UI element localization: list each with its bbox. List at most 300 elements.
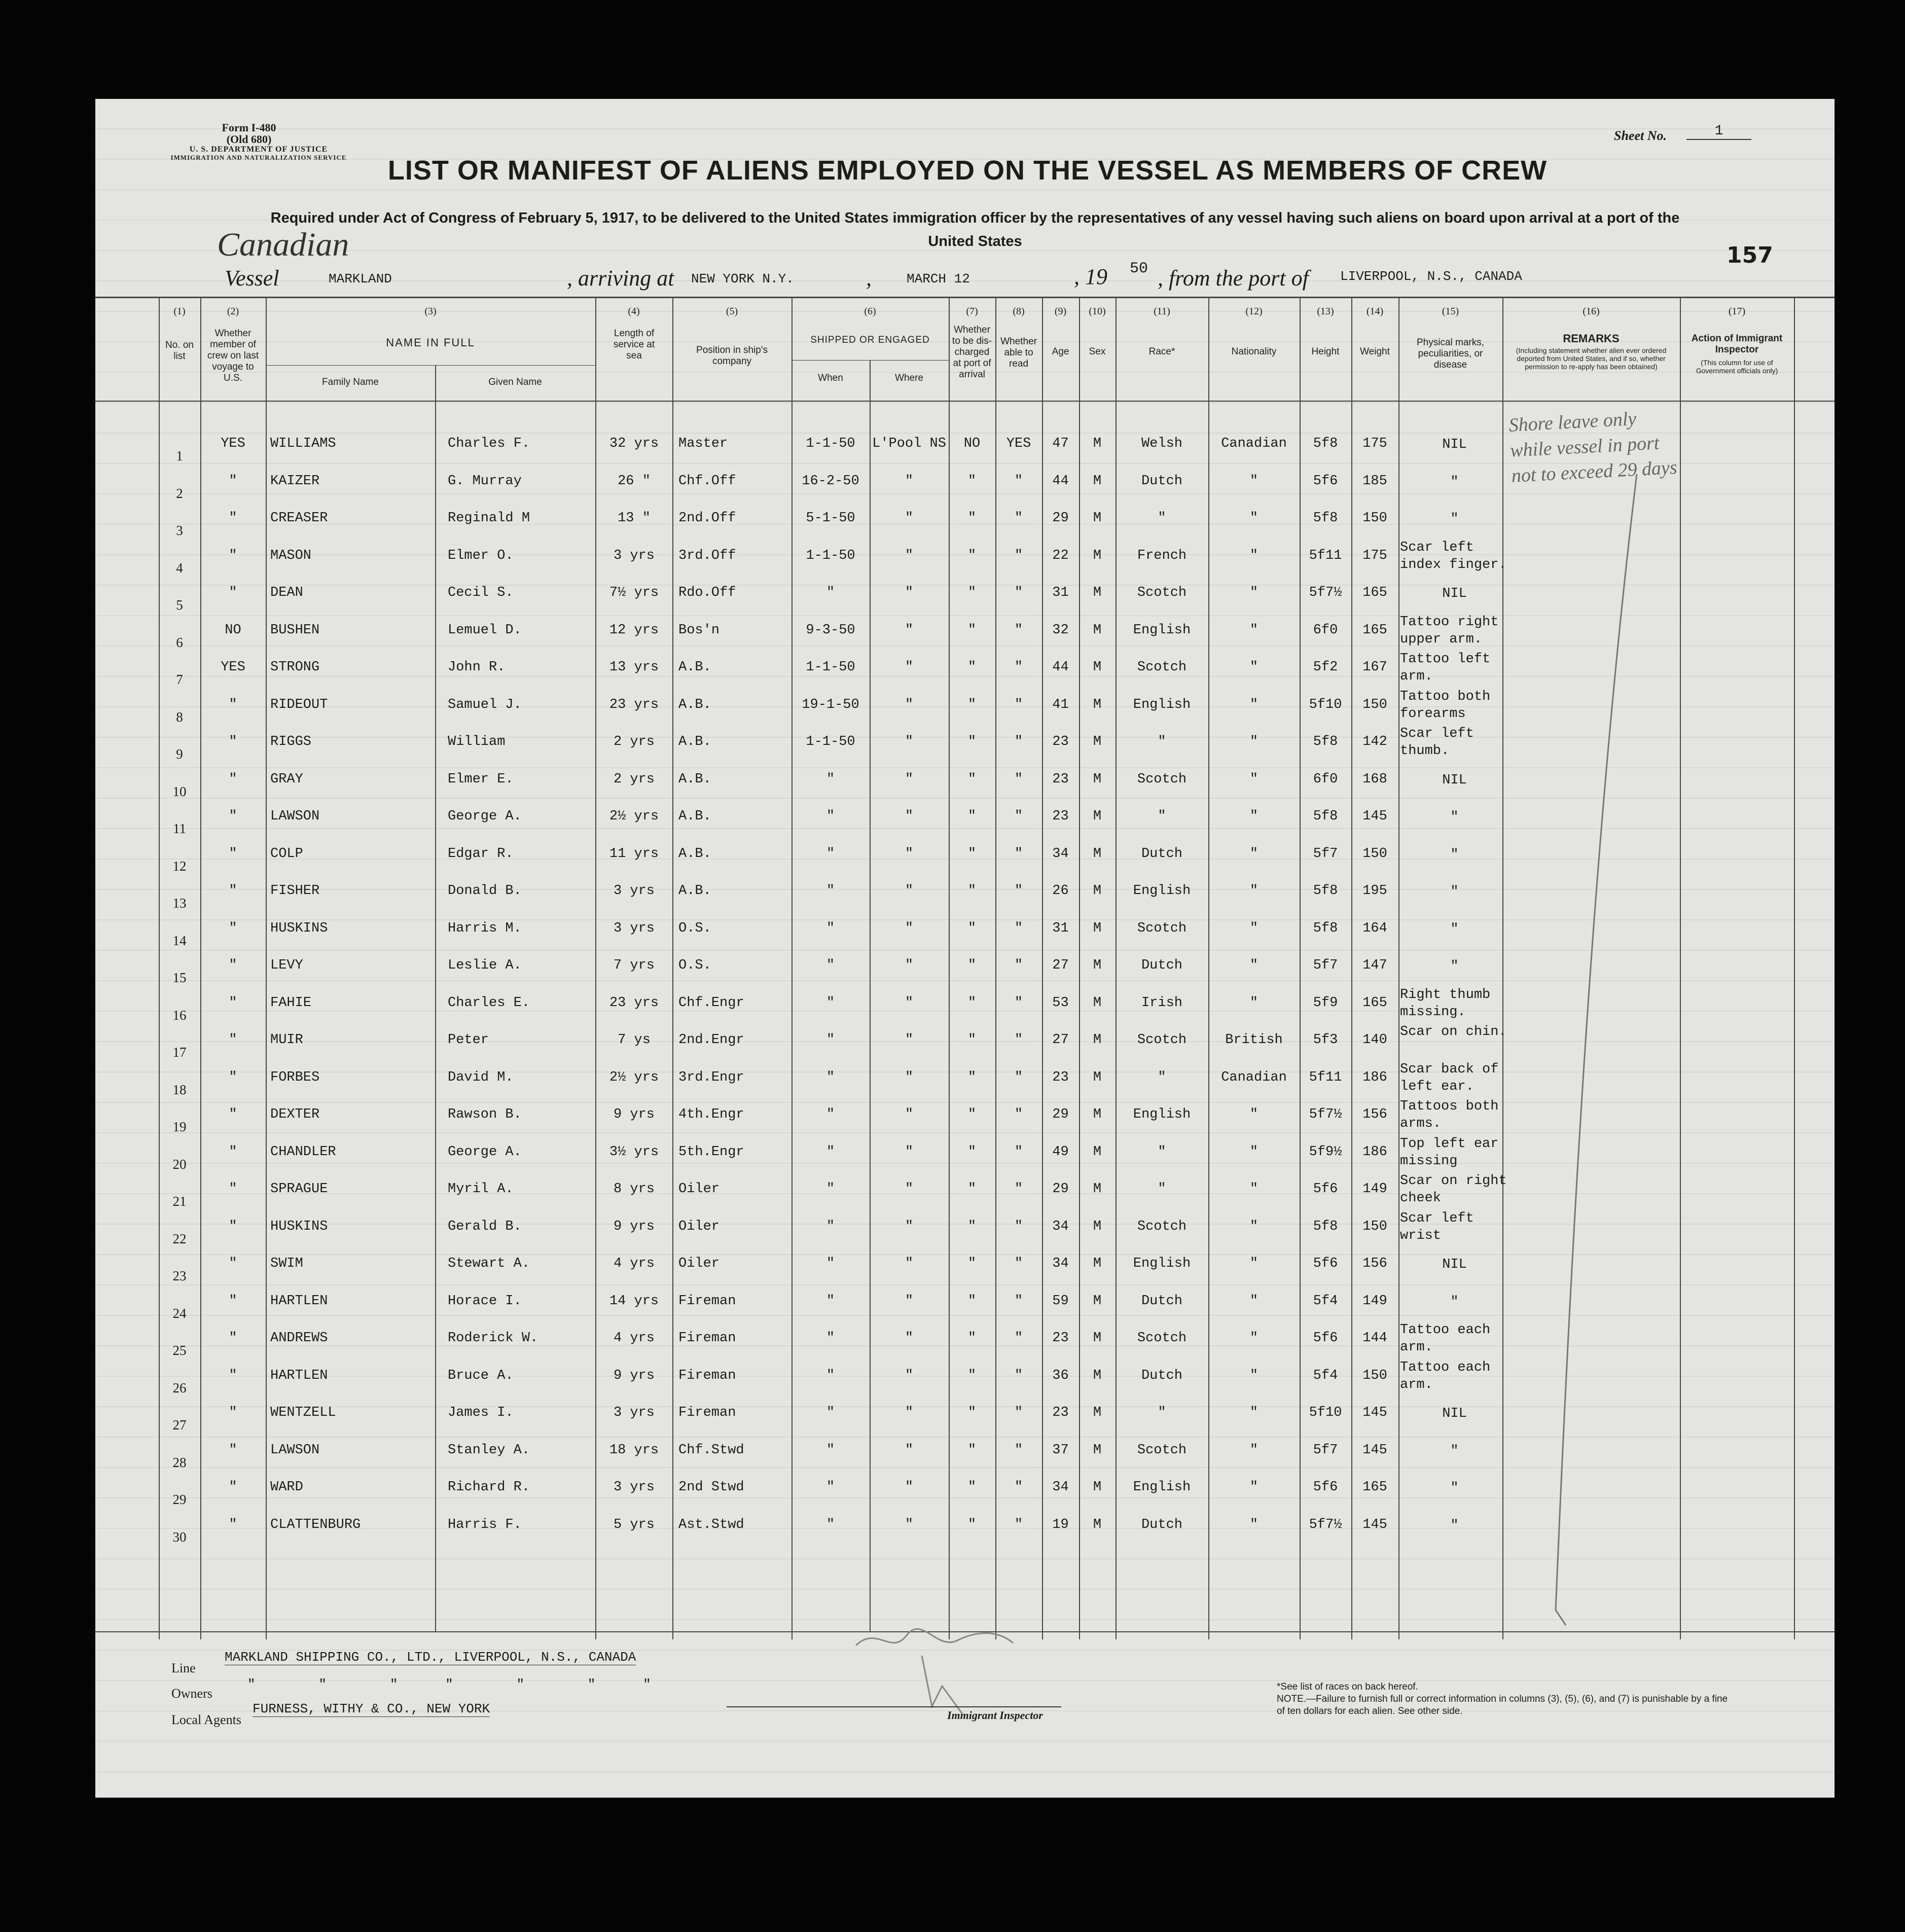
cell-nat: ": [1249, 809, 1259, 824]
cell-family: RIDEOUT: [270, 697, 328, 712]
cell-when: 19-1-50: [802, 697, 859, 712]
cell-race: Scotch: [1137, 920, 1187, 936]
col-num: (16): [1583, 306, 1600, 317]
cell-weight: 185: [1362, 473, 1387, 489]
cell-nat: ": [1249, 846, 1259, 862]
cell-no: 13: [172, 896, 187, 911]
cell-read: ": [1014, 473, 1023, 489]
cell-age: 27: [1052, 1032, 1069, 1048]
cell-race: English: [1133, 1480, 1191, 1495]
line-label: Line: [171, 1661, 196, 1675]
arrival-year: 50: [1130, 260, 1148, 277]
cell-when: 5-1-50: [806, 511, 855, 526]
cell-height: 5f8: [1313, 436, 1338, 451]
cell-given: John R.: [448, 660, 506, 675]
cell-last: ": [229, 995, 237, 1011]
cell-where: ": [905, 1182, 914, 1197]
header-discharged: Whether to be dis-charged at port of arrival: [952, 325, 992, 380]
cell-last: ": [229, 1480, 237, 1495]
cell-no: 25: [172, 1343, 187, 1358]
cell-nat: ": [1249, 1368, 1259, 1383]
cell-position: Oiler: [678, 1182, 720, 1197]
cell-age: 59: [1052, 1293, 1069, 1309]
cell-marks: NIL: [1442, 1257, 1467, 1272]
race-note: *See list of races on back hereof.: [1277, 1681, 1418, 1692]
cell-position: Fireman: [678, 1368, 736, 1383]
cell-where: ": [905, 1069, 914, 1085]
cell-race: Dutch: [1141, 473, 1182, 489]
cell-weight: 142: [1362, 734, 1387, 749]
cell-marks: NIL: [1442, 1406, 1467, 1421]
cell-race: Scotch: [1137, 660, 1187, 675]
cell-height: 5f7½: [1309, 1517, 1342, 1532]
cell-height: 5f11: [1309, 548, 1342, 563]
cell-position: 2nd Stwd: [678, 1480, 744, 1495]
cell-nat: ": [1249, 734, 1259, 749]
cell-position: A.B.: [678, 771, 711, 787]
cell-service: 2½ yrs: [609, 1069, 659, 1085]
cell-position: Rdo.Off: [678, 585, 736, 600]
cell-family: COLP: [270, 846, 303, 862]
cell-nat: British: [1225, 1032, 1283, 1048]
cell-position: Chf.Stwd: [678, 1442, 744, 1458]
cell-nat: ": [1249, 1256, 1259, 1271]
cell-position: Fireman: [678, 1405, 736, 1420]
cell-age: 27: [1052, 958, 1069, 973]
cell-last: ": [229, 958, 237, 973]
cell-disch: ": [967, 809, 977, 824]
cell-no: 20: [172, 1156, 187, 1172]
cell-no: 30: [172, 1529, 187, 1545]
cell-family: MUIR: [270, 1032, 303, 1048]
cell-sex: M: [1093, 585, 1102, 600]
header-height: Height: [1311, 346, 1340, 357]
cell-family: HUSKINS: [270, 1219, 328, 1234]
header-service-length: Length of service at sea: [613, 328, 655, 361]
cell-race: English: [1133, 697, 1191, 712]
cell-read: ": [1014, 1219, 1023, 1234]
cell-where: ": [905, 473, 914, 489]
cell-service: 4 yrs: [613, 1331, 655, 1346]
cell-race: French: [1137, 548, 1187, 563]
col-num: (1): [173, 306, 186, 317]
cell-when: ": [826, 1032, 835, 1048]
table-top-border: [95, 297, 1835, 298]
header-age: Age: [1052, 346, 1069, 357]
cell-last: ": [229, 1219, 237, 1234]
cell-last: ": [229, 1331, 237, 1346]
cell-sex: M: [1093, 846, 1102, 862]
cell-sex: M: [1093, 1331, 1102, 1346]
cell-where: ": [905, 1107, 914, 1122]
col-num: (2): [227, 306, 239, 317]
cell-where: ": [905, 1517, 914, 1532]
cell-no: 21: [172, 1194, 187, 1209]
cell-where: ": [905, 1032, 914, 1048]
cell-no: 16: [172, 1007, 187, 1023]
cell-where: ": [905, 920, 914, 936]
cell-service: 2½ yrs: [609, 809, 659, 824]
cell-marks: Tattoo each arm.: [1400, 1359, 1491, 1392]
arrival-date: MARCH 12: [907, 271, 970, 287]
header-when: When: [818, 373, 843, 383]
cell-disch: ": [967, 473, 977, 489]
agents-label: Local Agents: [171, 1712, 241, 1727]
cell-height: 5f9½: [1309, 1144, 1342, 1160]
cell-disch: ": [967, 585, 977, 600]
cell-last: NO: [225, 622, 241, 638]
owners-value: " " " " " " ": [247, 1677, 651, 1692]
header-remarks: REMARKS: [1563, 332, 1620, 345]
cell-service: 11 yrs: [609, 846, 659, 862]
cell-where: ": [905, 1256, 914, 1271]
cell-marks: ": [1450, 810, 1459, 825]
cell-given: Myril A.: [448, 1182, 514, 1197]
cell-marks: Tattoo left arm.: [1400, 652, 1491, 684]
cell-nat: ": [1249, 1107, 1259, 1122]
cell-weight: 150: [1362, 1219, 1387, 1234]
cell-where: ": [905, 883, 914, 899]
cell-last: ": [229, 585, 237, 600]
cell-race: Dutch: [1141, 846, 1182, 862]
cell-where: ": [905, 1368, 914, 1383]
cell-height: 6f0: [1313, 622, 1338, 638]
cell-weight: 150: [1362, 846, 1387, 862]
cell-no: 24: [172, 1305, 187, 1321]
cell-race: English: [1133, 883, 1191, 899]
cell-given: Bruce A.: [448, 1368, 514, 1383]
cell-service: 3 yrs: [613, 548, 655, 563]
cell-sex: M: [1093, 1405, 1102, 1420]
cell-height: 5f9: [1313, 995, 1338, 1011]
cell-height: 5f6: [1313, 1331, 1338, 1346]
cell-position: 2nd.Engr: [678, 1032, 744, 1048]
cell-last: ": [229, 1182, 237, 1197]
arrival-port: NEW YORK N.Y.: [691, 271, 794, 287]
cell-no: 1: [176, 448, 183, 463]
cell-when: ": [826, 1368, 835, 1383]
cell-when: 1-1-50: [806, 436, 855, 451]
cell-race: Scotch: [1137, 1219, 1187, 1234]
cell-given: Peter: [448, 1032, 489, 1048]
cell-given: James I.: [448, 1405, 514, 1420]
cell-family: LAWSON: [270, 1442, 320, 1458]
cell-sex: M: [1093, 548, 1102, 563]
header-inspector-action: Action of Immigrant Inspector: [1691, 333, 1783, 355]
cell-given: Harris F.: [448, 1517, 522, 1532]
cell-weight: 164: [1362, 920, 1387, 936]
cell-given: Richard R.: [448, 1480, 530, 1495]
cell-last: YES: [221, 660, 245, 675]
cell-service: 3 yrs: [613, 883, 655, 899]
cell-age: 47: [1052, 436, 1069, 451]
cell-service: 5 yrs: [613, 1517, 655, 1532]
cell-when: 1-1-50: [806, 548, 855, 563]
header-able-to-read: Whether able to read: [1000, 336, 1037, 369]
cell-where: L'Pool NS: [872, 436, 946, 451]
cell-given: Reginald M: [448, 511, 530, 526]
cell-nat: ": [1249, 771, 1259, 787]
cell-when: 1-1-50: [806, 660, 855, 675]
cell-given: Lemuel D.: [448, 622, 522, 638]
cell-weight: 165: [1362, 622, 1387, 638]
cell-position: 5th.Engr: [678, 1144, 744, 1160]
cell-height: 5f8: [1313, 1219, 1338, 1234]
cell-read: ": [1014, 771, 1023, 787]
cell-weight: 175: [1362, 436, 1387, 451]
cell-sex: M: [1093, 697, 1102, 712]
cell-no: 5: [176, 597, 183, 613]
cell-nat: ": [1249, 1517, 1259, 1532]
cell-when: ": [826, 1293, 835, 1309]
header-race: Race*: [1148, 346, 1175, 357]
cell-given: Gerald B.: [448, 1219, 522, 1234]
cell-where: ": [905, 734, 914, 749]
cell-position: Chf.Off: [678, 473, 736, 489]
cell-sex: M: [1093, 1293, 1102, 1309]
cell-position: Chf.Engr: [678, 995, 744, 1011]
header-nationality: Nationality: [1231, 346, 1277, 357]
col-num: (10): [1089, 306, 1106, 317]
cell-marks: NIL: [1442, 437, 1467, 452]
cell-height: 5f10: [1309, 1405, 1342, 1420]
header-weight: Weight: [1360, 346, 1390, 357]
cell-disch: ": [967, 1331, 977, 1346]
cell-position: 3rd.Off: [678, 548, 736, 563]
cell-where: ": [905, 1331, 914, 1346]
col-num: (11): [1154, 306, 1170, 317]
inspector-signature-line: [727, 1706, 1061, 1707]
cell-sex: M: [1093, 1219, 1102, 1234]
cell-disch: ": [967, 1107, 977, 1122]
cell-when: ": [826, 958, 835, 973]
cell-family: FISHER: [270, 883, 320, 899]
comma-sep: ,: [866, 266, 872, 291]
cell-height: 5f4: [1313, 1293, 1338, 1309]
cell-no: 10: [172, 783, 187, 799]
cell-where: ": [905, 1442, 914, 1458]
from-port-label: , from the port of: [1158, 266, 1309, 291]
col-num: (9): [1054, 306, 1067, 317]
cell-read: ": [1014, 1293, 1023, 1309]
cell-sex: M: [1093, 958, 1102, 973]
cell-given: Charles E.: [448, 995, 530, 1011]
cell-disch: ": [967, 1405, 977, 1420]
cell-weight: 145: [1362, 1405, 1387, 1420]
cell-nat: Canadian: [1221, 436, 1287, 451]
cell-age: 53: [1052, 995, 1069, 1011]
cell-disch: ": [967, 995, 977, 1011]
cell-marks: ": [1450, 1518, 1459, 1533]
manifest-sheet: [95, 99, 1835, 1798]
cell-nat: ": [1249, 1219, 1259, 1234]
cell-service: 9 yrs: [613, 1368, 655, 1383]
cell-disch: ": [967, 846, 977, 862]
cell-nat: ": [1249, 1331, 1259, 1346]
cell-race: Scotch: [1137, 1442, 1187, 1458]
cell-when: ": [826, 1480, 835, 1495]
line-value: MARKLAND SHIPPING CO., LTD., LIVERPOOL, N.S., CANADA: [225, 1650, 636, 1665]
cell-when: ": [826, 1331, 835, 1346]
cell-weight: 145: [1362, 1517, 1387, 1532]
cell-last: ": [229, 809, 237, 824]
col-num: (6): [864, 306, 876, 317]
col-num: (5): [726, 306, 738, 317]
cell-last: ": [229, 1405, 237, 1420]
form-number: [221, 122, 277, 145]
cell-family: FAHIE: [270, 995, 312, 1011]
cell-position: Master: [678, 436, 728, 451]
cell-last: YES: [221, 436, 245, 451]
cell-nat: Canadian: [1221, 1069, 1287, 1085]
cell-given: George A.: [448, 1144, 522, 1160]
col-num: (13): [1317, 306, 1334, 317]
cell-marks: ": [1450, 1294, 1459, 1310]
cell-marks: ": [1450, 884, 1459, 900]
cell-race: ": [1158, 511, 1166, 526]
cell-race: Scotch: [1137, 1032, 1187, 1048]
cell-disch: ": [967, 1256, 977, 1271]
cell-sex: M: [1093, 473, 1102, 489]
header-last-voyage: Whether member of crew on last voyage to U.S.: [207, 328, 259, 383]
cell-nat: ": [1249, 548, 1259, 563]
cell-position: A.B.: [678, 809, 711, 824]
cell-service: 3 yrs: [613, 1405, 655, 1420]
cell-given: G. Murray: [448, 473, 522, 489]
cell-race: English: [1133, 1107, 1191, 1122]
cell-height: 5f7: [1313, 846, 1338, 862]
form-no-text: Form I-480: [222, 121, 276, 134]
cell-position: 4th.Engr: [678, 1107, 744, 1122]
cell-read: ": [1014, 1480, 1023, 1495]
cell-where: ": [905, 697, 914, 712]
cell-height: 5f7: [1313, 1442, 1338, 1458]
cell-nat: ": [1249, 622, 1259, 638]
cell-when: ": [826, 585, 835, 600]
cell-height: 5f3: [1313, 1032, 1338, 1048]
cell-age: 23: [1052, 1405, 1069, 1420]
cell-read: ": [1014, 1144, 1023, 1160]
cell-weight: 195: [1362, 883, 1387, 899]
cell-read: ": [1014, 697, 1023, 712]
cell-read: ": [1014, 1107, 1023, 1122]
cell-marks: Scar left thumb.: [1400, 726, 1474, 759]
inspector-label: Immigrant Inspector: [947, 1709, 1043, 1722]
cell-sex: M: [1093, 436, 1102, 451]
cell-service: 9 yrs: [613, 1219, 655, 1234]
cell-where: ": [905, 660, 914, 675]
cell-last: ": [229, 697, 237, 712]
cell-read: ": [1014, 734, 1023, 749]
cell-nat: ": [1249, 473, 1259, 489]
cell-weight: 186: [1362, 1144, 1387, 1160]
cell-last: ": [229, 920, 237, 936]
cell-no: 28: [172, 1454, 187, 1470]
cell-race: ": [1158, 1144, 1166, 1160]
cell-weight: 150: [1362, 1368, 1387, 1383]
cell-weight: 144: [1362, 1331, 1387, 1346]
cell-nat: ": [1249, 1405, 1259, 1420]
cell-sex: M: [1093, 511, 1102, 526]
page-number: 157: [1727, 242, 1773, 268]
cell-read: ": [1014, 846, 1023, 862]
cell-marks: Tattoos both arms.: [1400, 1099, 1499, 1131]
cell-when: ": [826, 995, 835, 1011]
cell-family: HUSKINS: [270, 920, 328, 936]
cell-position: 2nd.Off: [678, 511, 736, 526]
cell-where: ": [905, 1405, 914, 1420]
cell-when: ": [826, 1517, 835, 1532]
cell-marks: NIL: [1442, 772, 1467, 788]
cell-service: 18 yrs: [609, 1442, 659, 1458]
cell-weight: 150: [1362, 511, 1387, 526]
cell-disch: ": [967, 1219, 977, 1234]
cell-when: 16-2-50: [802, 473, 859, 489]
cell-sex: M: [1093, 1182, 1102, 1197]
cell-given: Rawson B.: [448, 1107, 522, 1122]
cell-disch: ": [967, 1293, 977, 1309]
cell-given: David M.: [448, 1069, 514, 1085]
cell-age: 44: [1052, 660, 1069, 675]
cell-sex: M: [1093, 734, 1102, 749]
cell-height: 5f6: [1313, 1480, 1338, 1495]
cell-no: 23: [172, 1268, 187, 1283]
vessel-name: MARKLAND: [329, 271, 392, 287]
cell-given: Samuel J.: [448, 697, 522, 712]
cell-last: ": [229, 846, 237, 862]
cell-age: 22: [1052, 548, 1069, 563]
cell-service: 3 yrs: [613, 1480, 655, 1495]
cell-age: 32: [1052, 622, 1069, 638]
cell-disch: ": [967, 1368, 977, 1383]
cell-nat: ": [1249, 585, 1259, 600]
cell-given: William: [448, 734, 506, 749]
cell-service: 12 yrs: [609, 622, 659, 638]
cell-sex: M: [1093, 1368, 1102, 1383]
cell-last: ": [229, 771, 237, 787]
cell-position: Oiler: [678, 1219, 720, 1234]
cell-family: ANDREWS: [270, 1331, 328, 1346]
cell-service: 7½ yrs: [609, 585, 659, 600]
cell-nat: ": [1249, 511, 1259, 526]
header-given-name: Given Name: [488, 377, 542, 387]
cell-weight: 149: [1362, 1182, 1387, 1197]
cell-age: 19: [1052, 1517, 1069, 1532]
cell-age: 37: [1052, 1442, 1069, 1458]
col-num: (17): [1728, 306, 1746, 317]
cell-nat: ": [1249, 697, 1259, 712]
cell-age: 31: [1052, 585, 1069, 600]
cell-last: ": [229, 1069, 237, 1085]
cell-disch: NO: [963, 436, 981, 451]
cell-position: O.S.: [678, 920, 711, 936]
cell-family: SWIM: [270, 1256, 303, 1271]
cell-family: STRONG: [270, 660, 320, 675]
cell-where: ": [905, 958, 914, 973]
col-num: (8): [1013, 306, 1025, 317]
cell-disch: ": [967, 1144, 977, 1160]
cell-marks: ": [1450, 512, 1459, 527]
cell-height: 6f0: [1313, 771, 1338, 787]
cell-marks: Right thumb missing.: [1400, 987, 1491, 1020]
cell-marks: ": [1450, 959, 1459, 974]
cell-age: 23: [1052, 1331, 1069, 1346]
cell-where: ": [905, 622, 914, 638]
cell-weight: 186: [1362, 1069, 1387, 1085]
cell-age: 44: [1052, 473, 1069, 489]
cell-race: ": [1158, 1405, 1166, 1420]
cell-no: 8: [176, 709, 183, 725]
